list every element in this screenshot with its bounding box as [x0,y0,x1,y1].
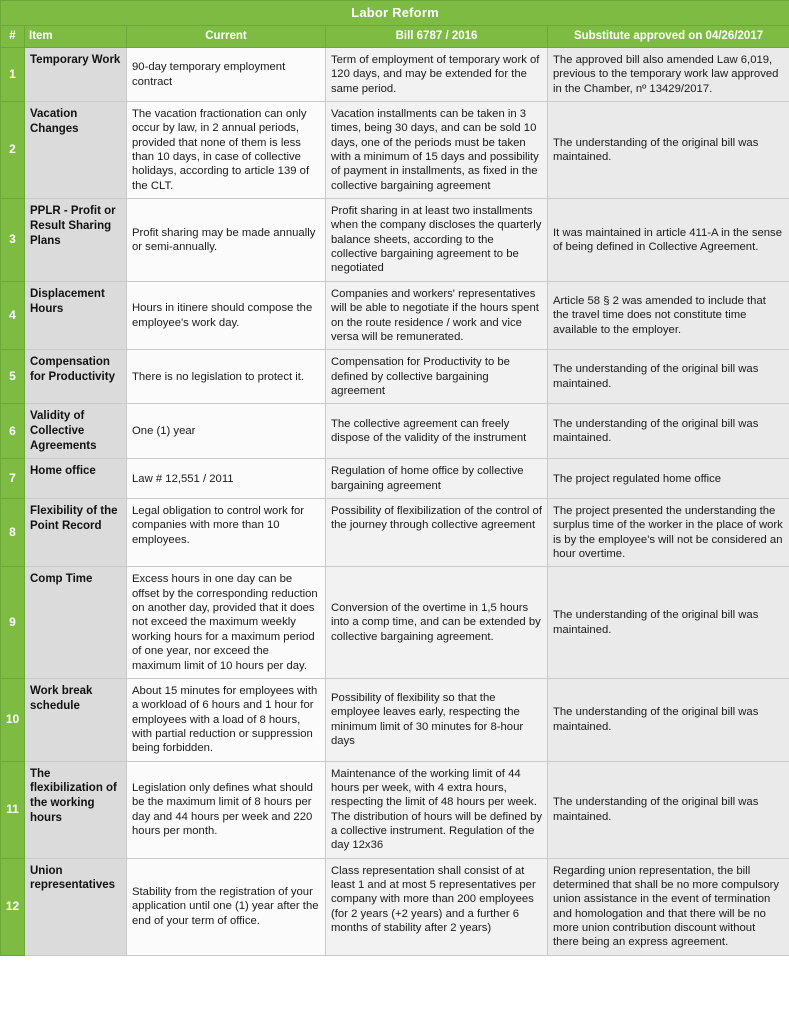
row-number: 2 [1,102,25,199]
row-current: Profit sharing may be made annually or semi-annually. [127,199,326,282]
row-number: 11 [1,761,25,858]
row-bill: Possibility of flexibilization of the control of the journey through collective agreement [326,499,548,567]
row-substitute: The understanding of the original bill was maintained. [548,567,789,678]
row-item: Work break schedule [25,678,127,761]
row-item: Home office [25,459,127,499]
row-bill: Profit sharing in at least two installments when the company discloses the quarterly balance sheets, according to the collective bargaining agreement to be negotiated [326,199,548,282]
table-row [1,678,789,761]
row-substitute: The approved bill also amended Law 6,019, previous to the temporary work law approved in the Chamber, nº 13429/2017. [548,48,789,102]
row-substitute: Article 58 § 2 was amended to include that the travel time does not constitute time available to the employer. [548,281,789,349]
row-item: Validity of Collective Agreements [25,404,127,459]
row-number: 4 [1,281,25,349]
row-bill: Term of employment of temporary work of 120 days, and may be extended for the same period. [326,48,548,102]
row-bill: Compensation for Productivity to be defined by collective bargaining agreement [326,350,548,404]
row-substitute: The understanding of the original bill was maintained. [548,404,789,459]
table-row [1,761,789,858]
table-row [1,459,789,499]
table-row [1,350,789,404]
row-current: Legal obligation to control work for companies with more than 10 employees. [127,499,326,567]
row-item: Comp Time [25,567,127,678]
row-current: There is no legislation to protect it. [127,350,326,404]
row-number: 9 [1,567,25,678]
row-substitute: The understanding of the original bill was maintained. [548,761,789,858]
row-current: Hours in itinere should compose the employee's work day. [127,281,326,349]
row-current: Law # 12,551 / 2011 [127,459,326,499]
table-row [1,102,789,199]
row-item: PPLR - Profit or Result Sharing Plans [25,199,127,282]
row-bill: Vacation installments can be taken in 3 times, being 30 days, and can be sold 10 days, one of the periods must be taken with a minimum of 15 days and possibility of payment in installments, as fixed in the collective bargaining agreement [326,102,548,199]
row-item: Vacation Changes [25,102,127,199]
row-number: 3 [1,199,25,282]
table-row [1,499,789,567]
row-substitute: The understanding of the original bill was maintained. [548,102,789,199]
row-substitute: It was maintained in article 411-A in the sense of being defined in Collective Agreement. [548,199,789,282]
row-current: Legislation only defines what should be the maximum limit of 8 hours per day and 44 hours per week and 220 hours per month. [127,761,326,858]
row-bill: Class representation shall consist of at least 1 and at most 5 representatives per company with more than 200 employees (for 2 years (+2 years) and a further 6 months of stability after 2 years) [326,858,548,955]
row-current: One (1) year [127,404,326,459]
row-number: 10 [1,678,25,761]
row-current: About 15 minutes for employees with a workload of 6 hours and 1 hour for employees with a load of 8 hours, with partial reduction or suppression being forbidden. [127,678,326,761]
row-current: The vacation fractionation can only occur by law, in 2 annual periods, provided that none of them is less than 10 days, in case of collective holidays, according to article 139 of the CLT. [127,102,326,199]
row-item: Temporary Work [25,48,127,102]
row-item: Displacement Hours [25,281,127,349]
row-bill: Companies and workers' representatives will be able to negotiate if the hours spent on the route residence / work and vice versa will be remunerated. [326,281,548,349]
row-item: Compensation for Productivity [25,350,127,404]
row-current: Stability from the registration of your application until one (1) year after the end of your term of office. [127,858,326,955]
row-item: Union representatives [25,858,127,955]
table-row [1,404,789,459]
row-current: Excess hours in one day can be offset by the corresponding reduction on another day, provided that it does not exceed the maximum weekly working hours for a maximum period of one year, nor exceed the maximum limit of 10 hours per day. [127,567,326,678]
row-substitute: The understanding of the original bill was maintained. [548,678,789,761]
table-body [1,48,789,956]
column-header-bill: Bill 6787 / 2016 [326,26,548,48]
row-substitute: The project regulated home office [548,459,789,499]
column-header-current: Current [127,26,326,48]
row-number: 5 [1,350,25,404]
column-header-item: Item [25,26,127,48]
row-substitute: The project presented the understanding the surplus time of the worker in the place of work is by the employee's will not be considered an hour overtime. [548,499,789,567]
table-header-row [1,26,789,48]
table-row [1,567,789,678]
page-title: Labor Reform [1,1,789,26]
row-item: The flexibilization of the working hours [25,761,127,858]
table-row [1,48,789,102]
row-substitute: Regarding union representation, the bill determined that shall be no more compulsory union assistance in the event of termination and homologation and that there will be no more union contribution discount without there being an express agreement. [548,858,789,955]
column-header-substitute: Substitute approved on 04/26/2017 [548,26,789,48]
row-bill: Possibility of flexibility so that the employee leaves early, respecting the minimum limit of 30 minutes for 8-hour days [326,678,548,761]
row-bill: The collective agreement can freely dispose of the validity of the instrument [326,404,548,459]
row-number: 7 [1,459,25,499]
row-bill: Conversion of the overtime in 1,5 hours into a comp time, and can be extended by collective bargaining agreement. [326,567,548,678]
table-row [1,199,789,282]
row-number: 8 [1,499,25,567]
row-number: 1 [1,48,25,102]
column-header-number: # [1,26,25,48]
row-bill: Maintenance of the working limit of 44 hours per week, with 4 extra hours, respecting the limit of 48 hours per week. The distribution of hours will be defined by a collective instrument. Regulation of the day 12x36 [326,761,548,858]
row-item: Flexibility of the Point Record [25,499,127,567]
row-number: 6 [1,404,25,459]
row-current: 90-day temporary employment contract [127,48,326,102]
table-row [1,858,789,955]
row-bill: Regulation of home office by collective bargaining agreement [326,459,548,499]
row-substitute: The understanding of the original bill was maintained. [548,350,789,404]
table-row [1,281,789,349]
table-title-row [1,1,789,26]
row-number: 12 [1,858,25,955]
